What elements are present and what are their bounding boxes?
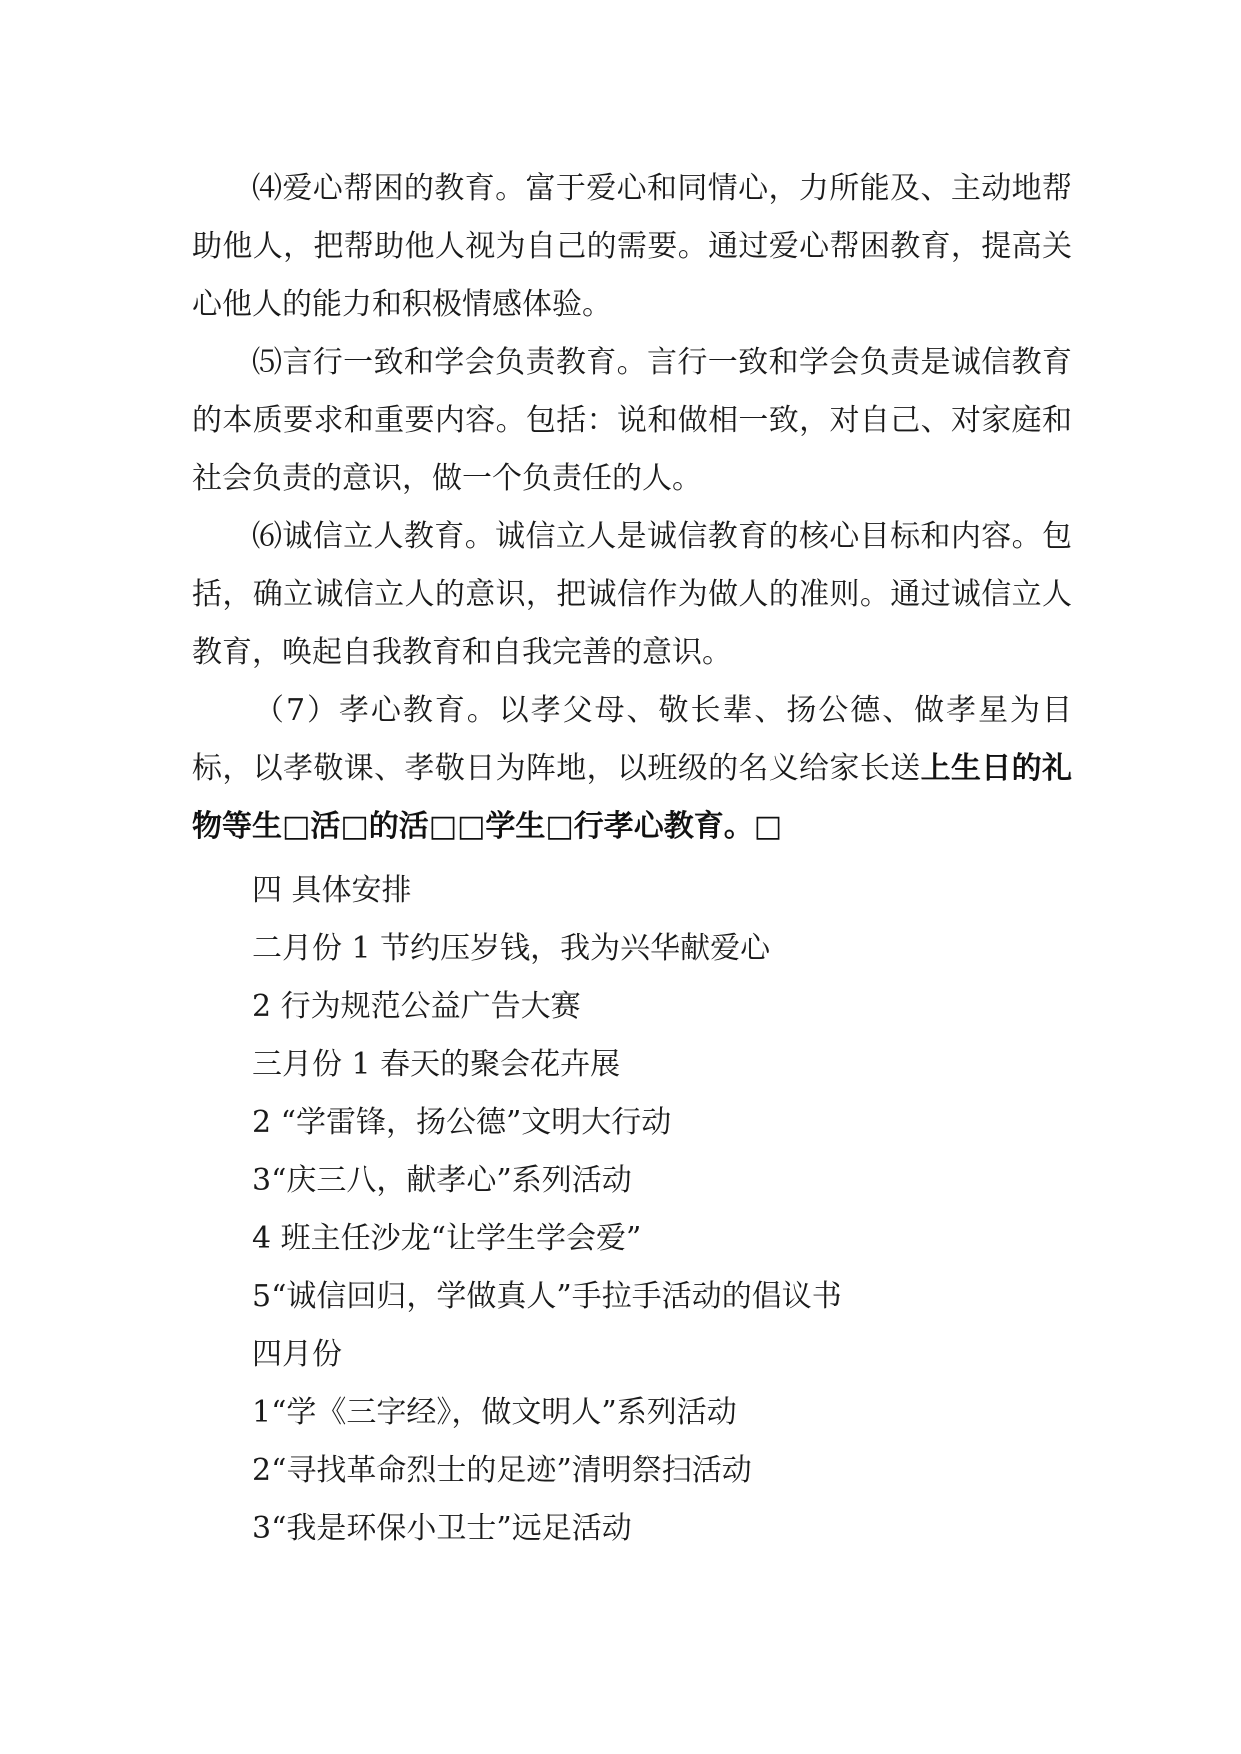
schedule-line: 3“我是环保小卫士”远足活动 [252,1511,632,1546]
schedule-line: 2 行为规范公益广告大赛 [252,989,581,1024]
paragraph-responsibility-education [192,334,1072,508]
schedule-line: 3“庆三八，献孝心”系列活动 [252,1163,632,1198]
schedule-line: 2“寻找革命烈士的足迹”清明祭扫活动 [252,1453,752,1488]
body-text [192,160,1072,856]
schedule-line: 2 “学雷锋，扬公德”文明大行动 [252,1105,672,1140]
schedule-line: 4 班主任沙龙“让学生学会爱” [252,1221,642,1256]
schedule-line: 三月份 1 春天的聚会花卉展 [252,1047,621,1082]
paragraph-integrity-education [192,508,1072,682]
schedule-line: 5“诚信回归，学做真人”手拉手活动的倡议书 [252,1279,842,1314]
paragraph-bold-tail: 上生日的礼物等生□活□的活□□学生□行孝心教育。□ [192,751,1073,844]
paragraph-text: （7）孝心教育。以孝父母、敬长辈、扬公德、做孝星为目标，以孝敬课、孝敬日为阵地，以班级的名义给家长送 [192,693,1072,786]
schedule-section [252,862,1072,1558]
schedule-line: 四月份 [252,1337,342,1372]
paragraph-filial-education [192,682,1072,856]
paragraph-caring-education [192,160,1072,334]
paragraph-text: ⑷爱心帮困的教育。富于爱心和同情心，力所能及、主动地帮助他人，把帮助他人视为自己的需要。通过爱心帮困教育，提高关心他人的能力和积极情感体验。 [192,171,1072,322]
paragraph-text: ⑸言行一致和学会负责教育。言行一致和学会负责是诚信教育的本质要求和重要内容。包括：说和做相一致，对自己、对家庭和社会负责的意识，做一个负责任的人。 [192,345,1072,496]
schedule-line: 二月份 1 节约压岁钱，我为兴华献爱心 [252,931,771,966]
section-heading: 四 具体安排 [252,873,412,908]
schedule-line: 1“学《三字经》，做文明人”系列活动 [252,1395,737,1430]
paragraph-text: ⑹诚信立人教育。诚信立人是诚信教育的核心目标和内容。包括，确立诚信立人的意识，把诚信作为做人的准则。通过诚信立人教育，唤起自我教育和自我完善的意识。 [192,519,1072,670]
